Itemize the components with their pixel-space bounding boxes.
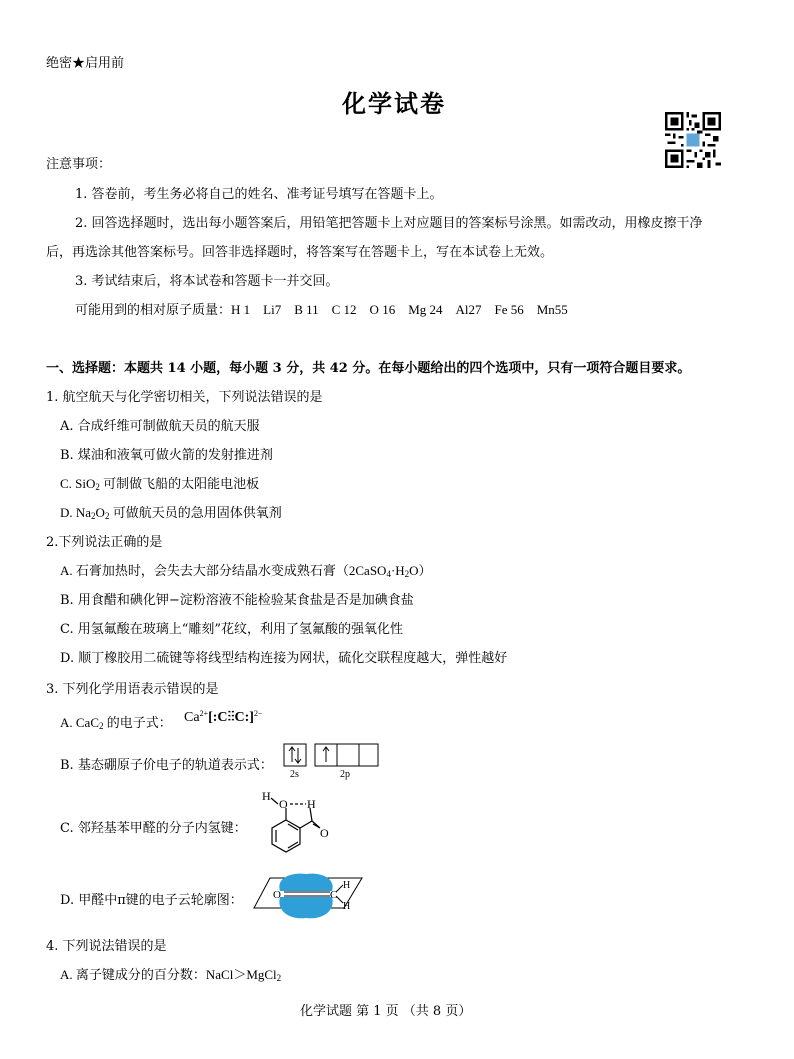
q1-option-d: [60, 502, 282, 521]
q2-a-sub1: 4: [386, 569, 391, 579]
q3-d-atom-o: O: [273, 889, 281, 901]
q1-d-post: 可做航天员的急用固体供氧剂: [109, 505, 282, 520]
page-footer: 化学试题 第 1 页 （共 8 页）: [300, 1004, 472, 1019]
q3-b-label-2s: 2s: [290, 769, 299, 780]
q4-a-sub: 2: [276, 973, 282, 983]
q3-c-hydrogen-bond-structure: [258, 788, 338, 858]
q2-option-c: C. 用氢氟酸在玻璃上“雕刻”花纹，利用了氢氟酸的强氧化性: [60, 622, 404, 637]
q3-a-ca-charge: 2+: [199, 709, 209, 718]
q3-option-c: C. 邻羟基苯甲醛的分子内氢键：: [60, 821, 247, 836]
q3-d-atom-h1: H: [343, 880, 351, 891]
q2-a-pre: A. 石膏加热时，会失去大部分结晶水变成熟石膏（2CaSO: [60, 563, 387, 578]
q1-c-post: 可制做飞船的太阳能电池板: [99, 476, 260, 491]
qr-code-icon: [665, 112, 721, 168]
q3-a-ca: Ca: [184, 710, 200, 725]
q3-c-atom-o2: O: [320, 826, 329, 840]
q3-a-sub: 2: [99, 721, 104, 731]
q1-d-sub1: 2: [91, 511, 96, 521]
q2-a-sub2: 2: [404, 569, 410, 579]
section-heading: 一、选择题：本题共 14 小题，每小题 3 分，共 42 分。在每小题给出的四个选项中，只有一项符合题目要求。: [46, 361, 691, 376]
q4-option-a: [60, 964, 281, 983]
q1-option-b: B. 煤油和液氧可做火箭的发射推进剂: [60, 448, 273, 463]
q3-d-atom-c: C: [330, 889, 338, 901]
q2-option-d: D. 顺丁橡胶用二硫键等将线型结构连接为网状，硫化交联程度越大，弹性越好: [60, 651, 508, 666]
notice-heading: 注意事项：: [46, 157, 112, 172]
notice-item-2-cont: 后，再选涂其他答案标号。回答非选择题时，将答案写在答题卡上，写在本试卷上无效。: [46, 245, 554, 260]
q3-c-atom-h1: H: [262, 789, 271, 803]
page-title: 化学试卷: [342, 89, 446, 118]
q2-option-a: [60, 560, 432, 579]
q1-d-mid: O: [95, 505, 105, 520]
q4-stem: 4. 下列说法错误的是: [46, 939, 167, 954]
q3-a-body: [:C⫶⫶C:]: [208, 710, 254, 725]
q3-d-upper-lobe: [279, 874, 332, 891]
q3-b-orbital-diagram: [282, 740, 382, 780]
q2-a-post: O）: [409, 563, 432, 578]
confidential-mark: 绝密★启用前: [46, 56, 125, 71]
q3-a-charge: 2−: [253, 709, 263, 718]
q3-c-atom-o1: O: [279, 797, 288, 811]
q3-a-electron-formula: [184, 710, 262, 726]
q1-c-sub: 2: [95, 482, 100, 492]
q3-option-d: D. 甲醛中π键的电子云轮廓图：: [60, 893, 243, 908]
q4-a-pre: A. 离子键成分的百分数：NaCl＞MgCl: [60, 967, 277, 982]
notice-item-3: 3. 考试结束后，将本试卷和答题卡一并交回。: [75, 274, 339, 289]
atomic-masses: 可能用到的相对原子质量：H 1 Li7 B 11 C 12 O 16 Mg 24 Al27 Fe 56 Mn55: [75, 302, 568, 317]
notice-item-1: 1. 答卷前，考生务必将自己的姓名、准考证号填写在答题卡上。: [75, 187, 443, 202]
q3-d-atom-h2: H: [343, 901, 351, 912]
q2-a-mid: ·H: [390, 563, 405, 578]
q3-a-post: 的电子式：: [103, 715, 172, 730]
q1-option-a: A. 合成纤维可制做航天员的航天服: [60, 419, 260, 434]
q3-c-atom-h2: H: [307, 797, 316, 811]
q2-option-b: B. 用食醋和碘化钾−淀粉溶液不能检验某食盐是否是加碘食盐: [60, 593, 414, 608]
q2-stem: 2.下列说法正确的是: [46, 535, 163, 550]
q1-d-sub2: 2: [104, 511, 110, 521]
q3-option-a: [60, 712, 172, 731]
q1-c-pre: C. SiO: [60, 476, 96, 491]
q3-d-pi-bond-diagram: [246, 870, 366, 924]
q3-option-b: B. 基态硼原子价电子的轨道表示式：: [60, 758, 273, 773]
q1-d-pre: D. Na: [60, 505, 92, 520]
q1-stem: 1. 航空航天与化学密切相关，下列说法错误的是: [46, 390, 323, 405]
q3-b-label-2p: 2p: [340, 769, 350, 780]
q3-stem: 3. 下列化学用语表示错误的是: [46, 682, 219, 697]
q3-a-pre: A. CaC: [60, 715, 99, 730]
q3-d-lower-lobe: [279, 897, 332, 918]
q1-option-c: [60, 473, 259, 492]
notice-item-2: 2. 回答选择题时，选出每小题答案后，用铅笔把答题卡上对应题目的答案标号涂黑。如需改动，用橡皮擦干净: [75, 216, 703, 231]
